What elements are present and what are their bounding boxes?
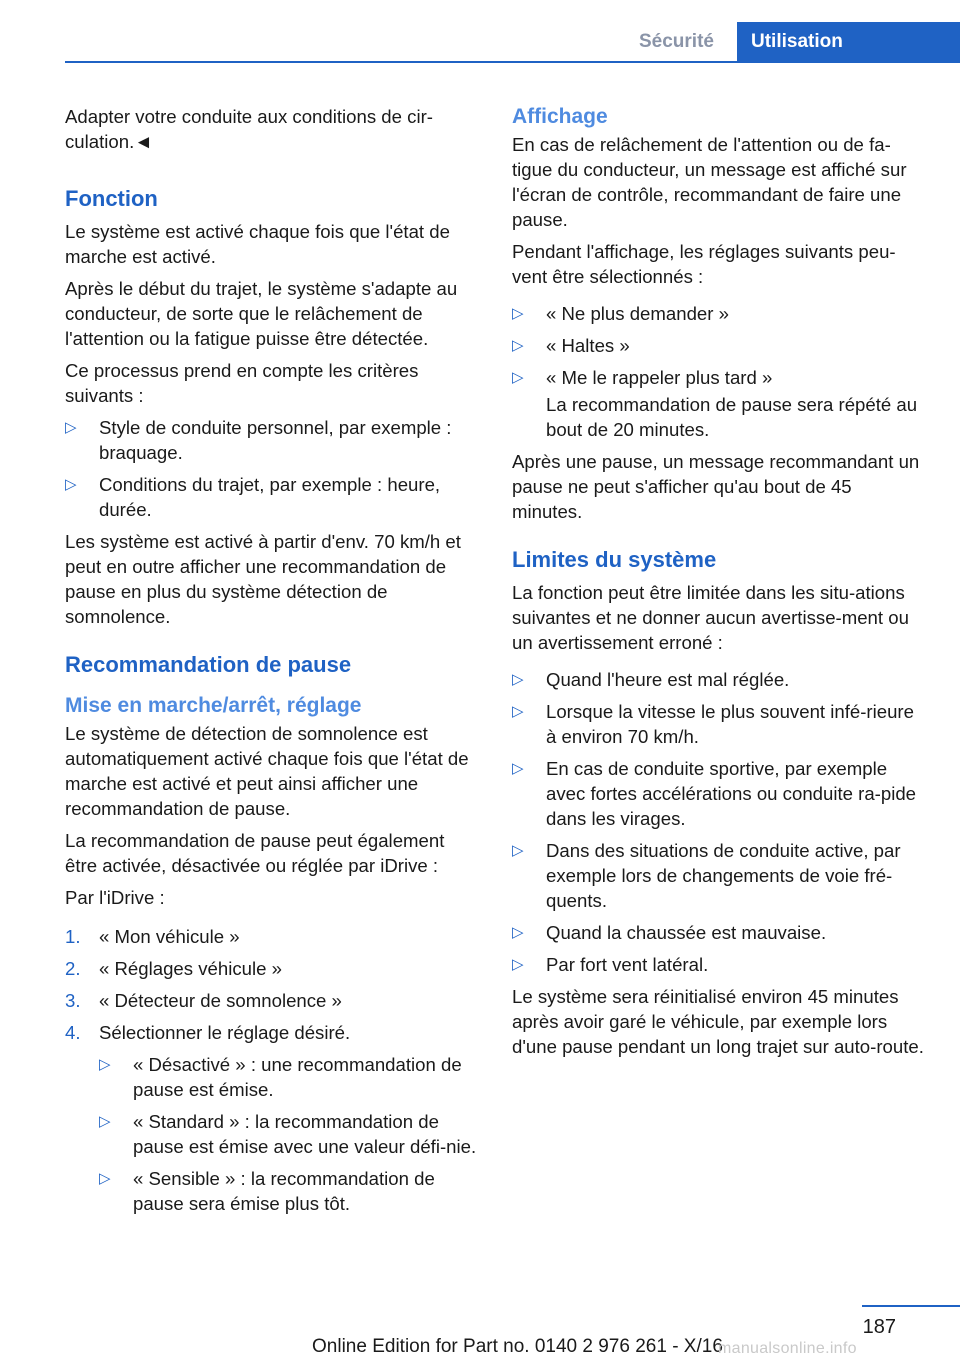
edition-text: Online Edition for Part no. 0140 2 976 261 - X/16	[312, 1336, 723, 1357]
triangle-bullet-icon: ▷	[512, 369, 524, 386]
list-item: ▷ Par fort vent latéral.	[512, 954, 709, 975]
numbered-step: 3. « Détecteur de somnolence »	[65, 990, 342, 1011]
triangle-bullet-icon: ▷	[512, 305, 524, 322]
heading-recommandation-pause: Recommandation de pause	[65, 652, 352, 677]
list-item: ▷ Style de conduite personnel, par exemple : braquage.	[65, 417, 452, 463]
heading-limites: Limites du système	[512, 547, 717, 572]
paragraph: Le système est activé chaque fois que l'état de marche est activé.	[65, 221, 450, 267]
page-header	[0, 0, 960, 62]
triangle-bullet-icon: ▷	[512, 703, 524, 720]
paragraph: En cas de relâchement de l'attention ou de fa-tigue du conducteur, un message est affiché sur l'écran de contrôle, recommandant de faire une pause.	[512, 134, 907, 230]
header-rule	[65, 61, 960, 63]
list-item: ▷ Quand la chaussée est mauvaise.	[512, 922, 827, 943]
triangle-bullet-icon: ▷	[512, 842, 524, 859]
triangle-bullet-icon: ▷	[99, 1113, 111, 1130]
paragraph: Pendant l'affichage, les réglages suivants peu-vent être sélectionnés :	[512, 241, 896, 287]
page-number: 187	[862, 1316, 896, 1338]
paragraph: Par l'iDrive :	[65, 887, 165, 908]
list-item: ▷ « Me le rappeler plus tard »	[512, 367, 773, 388]
numbered-step: 2. « Réglages véhicule »	[65, 958, 282, 979]
choice-note: La recommandation de pause sera répété au bout de 20 minutes.	[546, 394, 918, 440]
triangle-bullet-icon: ▷	[99, 1056, 111, 1073]
section-tab-securite[interactable]: Sécurité	[639, 31, 714, 52]
numbered-step: 1. « Mon véhicule »	[65, 926, 240, 947]
triangle-bullet-icon: ▷	[512, 337, 524, 354]
triangle-bullet-icon: ▷	[512, 956, 524, 973]
intro-text: Adapter votre conduite aux conditions de cir-culation.◄	[65, 106, 433, 152]
list-item: ▷ En cas de conduite sportive, par exemple avec fortes accélérations ou conduite ra-pide dans les virages.	[512, 758, 917, 829]
paragraph: Après une pause, un message recommandant un pause ne peut s'afficher qu'au bout de 45 minutes.	[512, 451, 920, 522]
footer-rule	[862, 1305, 960, 1307]
triangle-bullet-icon: ▷	[65, 419, 77, 436]
triangle-bullet-icon: ▷	[65, 476, 77, 493]
watermark: manualsonline.info	[718, 1340, 857, 1357]
list-item: ▷ Conditions du trajet, par exemple : heure, durée.	[65, 474, 441, 520]
numbered-step: 4. Sélectionner le réglage désiré.	[65, 1022, 351, 1043]
list-item: ▷ Lorsque la vitesse le plus souvent infé-rieure à environ 70 km/h.	[512, 701, 914, 747]
paragraph: Le système de détection de somnolence est automatiquement activé chaque fois que l'état de marche est activé et peut ainsi afficher une recommandation de pause.	[65, 723, 469, 819]
sub-list-item: ▷ « Désactivé » : une recommandation de pause est émise.	[99, 1054, 462, 1100]
heading-fonction: Fonction	[65, 186, 158, 211]
list-item: ▷ « Ne plus demander »	[512, 303, 729, 324]
triangle-bullet-icon: ▷	[512, 760, 524, 777]
sub-list-item: ▷ « Sensible » : la recommandation de pause sera émise plus tôt.	[99, 1168, 435, 1214]
triangle-bullet-icon: ▷	[99, 1170, 111, 1187]
paragraph: Le système sera réinitialisé environ 45 minutes après avoir garé le véhicule, par exemple lors d'une pause pendant un long trajet sur auto-route.	[512, 986, 924, 1057]
section-tab-utilisation[interactable]: Utilisation	[737, 22, 960, 62]
triangle-bullet-icon: ▷	[512, 671, 524, 688]
paragraph: La recommandation de pause peut également être activée, désactivée ou réglée par iDrive :	[65, 830, 445, 876]
paragraph: Après le début du trajet, le système s'adapte au conducteur, de sorte que le relâchement de l'attention ou la fatigue puisse être détectée.	[65, 278, 458, 349]
paragraph: Les système est activé à partir d'env. 70 km/h et peut en outre afficher une recommandation de pause en plus du système détection de somnolence.	[65, 531, 461, 627]
left-column	[65, 104, 480, 1223]
triangle-bullet-icon: ▷	[512, 924, 524, 941]
list-item: ▷ « Haltes »	[512, 335, 630, 356]
paragraph: Ce processus prend en compte les critères suivants :	[65, 360, 419, 406]
heading-mise-en-marche: Mise en marche/arrêt, réglage	[65, 694, 362, 717]
paragraph: La fonction peut être limitée dans les situ-ations suivantes et ne donner aucun avertisse-ment ou un avertissement erroné :	[512, 582, 909, 653]
sub-list-item: ▷ « Standard » : la recommandation de pause est émise avec une valeur défi-nie.	[99, 1111, 477, 1157]
heading-affichage: Affichage	[512, 105, 608, 128]
list-item: ▷ Dans des situations de conduite active, par exemple lors de changements de voie fré-quents.	[512, 840, 901, 911]
list-item: ▷ Quand l'heure est mal réglée.	[512, 669, 790, 690]
right-column	[512, 104, 927, 1066]
